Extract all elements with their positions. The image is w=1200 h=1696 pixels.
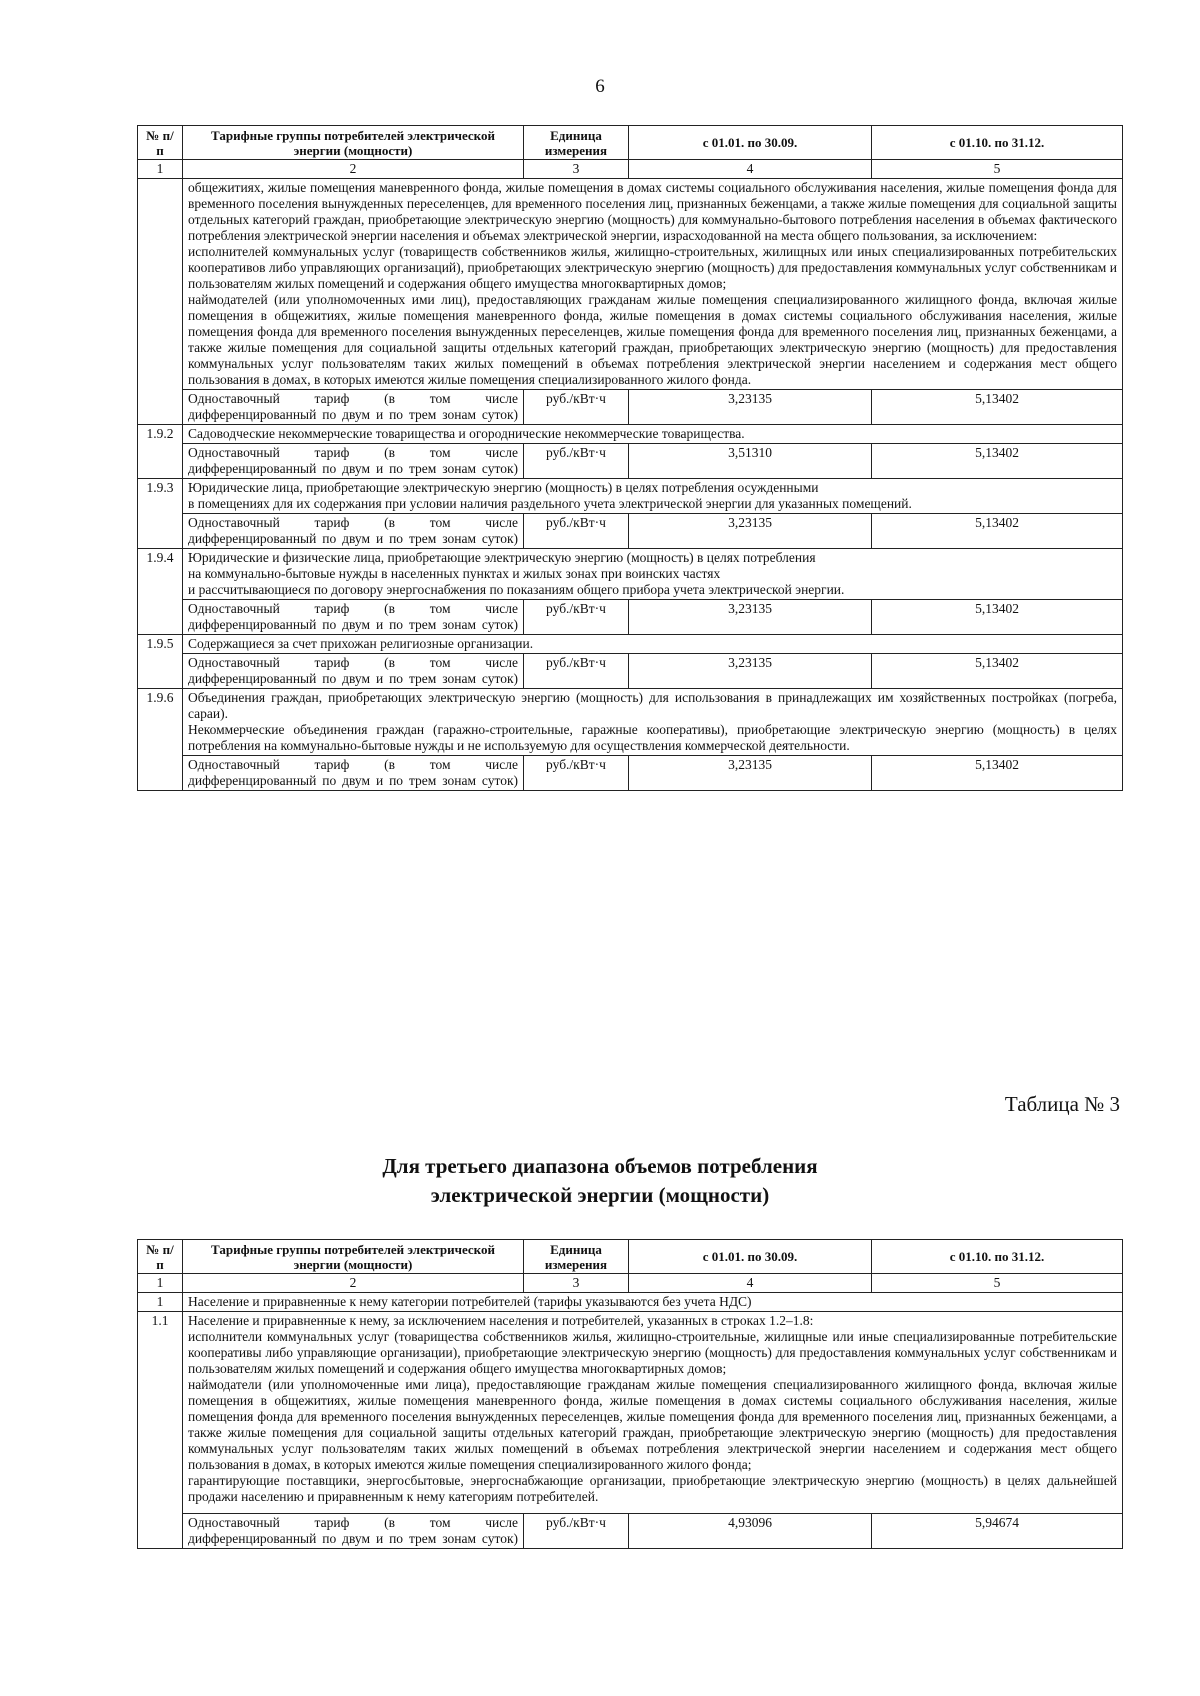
tariff-name: Одноставочный тариф (в том числе дифференцированный по двум и по трем зонам суток) [183,514,524,549]
row-num: 1.9.2 [138,425,183,479]
colnum-5: 5 [872,1274,1123,1293]
table-label: Таблица № 3 [1004,1092,1120,1116]
colnum-2: 2 [183,1274,524,1293]
row-num: 1.9.4 [138,549,183,635]
tariff-value-period2: 5,13402 [872,390,1123,425]
tariff-row [138,756,1123,791]
tariff-row [138,1514,1123,1549]
column-number-row [138,160,1123,179]
colnum-4: 4 [629,160,872,179]
row-text-paragraph: Некоммерческие объединения граждан (гаражно-строительные, гаражные кооперативы), приобретающие электрическую энергию (мощность) в целях потребления на коммунально-бытовые нужды и не используемую для осуществления коммерческой деятельности. [188,722,1117,753]
tariff-row [138,600,1123,635]
tariff-value-period2: 5,13402 [872,444,1123,479]
table-row [138,635,1123,654]
tariff-row [138,444,1123,479]
tariff-value-period2: 5,13402 [872,600,1123,635]
header-row [138,126,1123,160]
tariff-value-period1: 4,93096 [629,1514,872,1549]
tariff-row [138,514,1123,549]
tariff-name: Одноставочный тариф (в том числе дифференцированный по двум и по трем зонам суток) [183,756,524,791]
table-title-line1: Для третьего диапазона объемов потребления [382,1154,818,1178]
tariff-value-period2: 5,94674 [872,1514,1123,1549]
tariff-value-period2: 5,13402 [872,654,1123,689]
tariff-name: Одноставочный тариф (в том числе дифференцированный по двум и по трем зонам суток) [183,600,524,635]
table-row [138,425,1123,444]
row-text-paragraph: Население и приравненные к нему, за исключением населения и потребителей, указанных в строках 1.2–1.8: [188,1313,814,1328]
row-num: 1 [138,1293,183,1312]
row-text [183,689,1123,756]
tariff-value-period1: 3,23135 [629,756,872,791]
colnum-3: 3 [524,1274,629,1293]
table-row [138,479,1123,514]
table-row [138,1293,1123,1312]
tariff-value-period1: 3,23135 [629,390,872,425]
tariff-unit: руб./кВт·ч [524,1514,629,1549]
tariff-value-period1: 3,23135 [629,600,872,635]
header-num: № п/п [138,126,183,160]
colnum-5: 5 [872,160,1123,179]
tariff-table-continued [137,125,1123,791]
column-number-row [138,1274,1123,1293]
tariff-unit: руб./кВт·ч [524,654,629,689]
table-title-line2: электрической энергии (мощности) [430,1183,770,1207]
tariff-name: Одноставочный тариф (в том числе дифференцированный по двум и по трем зонам суток) [183,444,524,479]
header-period2: с 01.10. по 31.12. [872,1240,1123,1274]
tariff-unit: руб./кВт·ч [524,514,629,549]
table-row [138,689,1123,756]
page-number: 6 [595,76,605,97]
header-unit: Единица измерения [524,126,629,160]
colnum-4: 4 [629,1274,872,1293]
table-row [138,179,1123,390]
tariff-table-3 [137,1239,1123,1549]
row-text-paragraph: Объединения граждан, приобретающих электрическую энергию (мощность) для использования в принадлежащих им хозяйственных постройках (погреба, сараи). [188,690,1117,721]
tariff-value-period1: 3,51310 [629,444,872,479]
tariff-name: Одноставочный тариф (в том числе дифференцированный по двум и по трем зонам суток) [183,1514,524,1549]
row-text: Население и приравненные к нему категории потребителей (тарифы указываются без учета НДС) [183,1293,1123,1312]
tariff-row [138,390,1123,425]
row-num: 1.9.3 [138,479,183,549]
row-text-paragraph: гарантирующие поставщики, энергосбытовые, энергоснабжающие организации, приобретающие электрическую энергию (мощность) в целях дальнейшей продажи населению и приравненным к нему категориям потребителей. [188,1473,1117,1504]
tariff-unit: руб./кВт·ч [524,756,629,791]
row-text: Садоводческие некоммерческие товарищества и огороднические некоммерческие товарищества. [183,425,1123,444]
tariff-unit: руб./кВт·ч [524,600,629,635]
row-num-cell [138,179,183,425]
row-text: Юридические лица, приобретающие электрическую энергию (мощность) в целях потребления осужденными в помещениях для их содержания при условии наличия раздельного учета электрической энергии для указанных помещений. [183,479,1123,514]
row-text: Юридические и физические лица, приобретающие электрическую энергию (мощность) в целях потребления на коммунально-бытовые нужды в населенных пунктах и жилых зонах при воинских частях и рассчитывающиеся по договору энергоснабжения по показаниям общего прибора учета электрической энергии. [183,549,1123,600]
colnum-1: 1 [138,1274,183,1293]
header-period1: с 01.01. по 30.09. [629,126,872,160]
tariff-name: Одноставочный тариф (в том числе дифференцированный по двум и по трем зонам суток) [183,390,524,425]
header-group: Тарифные группы потребителей электрической энергии (мощности) [183,1240,524,1274]
colnum-1: 1 [138,160,183,179]
tariff-unit: руб./кВт·ч [524,390,629,425]
table-row [138,1312,1123,1514]
header-period1: с 01.01. по 30.09. [629,1240,872,1274]
header-num: № п/п [138,1240,183,1274]
header-unit: Единица измерения [524,1240,629,1274]
colnum-3: 3 [524,160,629,179]
tariff-name: Одноставочный тариф (в том числе дифференцированный по двум и по трем зонам суток) [183,654,524,689]
colnum-2: 2 [183,160,524,179]
row-num: 1.9.5 [138,635,183,689]
table-row [138,549,1123,600]
tariff-value-period2: 5,13402 [872,514,1123,549]
row-text: Содержащиеся за счет прихожан религиозные организации. [183,635,1123,654]
row-num: 1.9.6 [138,689,183,791]
row-text-paragraph: исполнители коммунальных услуг (товарищества собственников жилья, жилищно-строительные, жилищные или иные специализированные потребительские кооперативы либо управляющие организации), приобретающие электрическую энергию (мощность) для предоставления коммунальных услуг собственникам и пользователям жилых помещений и содержания общего имущества многоквартирных домов; [188,1329,1117,1376]
intro-text: общежитиях, жилые помещения маневренного фонда, жилые помещения в домах системы социального обслуживания населения, жилые помещения фонда для временного поселения вынужденных переселенцев, для временного поселения лиц, признанных беженцами, а также жилые помещения для социальной защиты отдельных категорий граждан, приобретающие электрическую энергию (мощность) для коммунально-бытового потребления населения в объемах фактического потребления электрической энергии населения и объемах электрической энергии, израсходованной на места общего пользования, за исключением: исполнителей коммунальных услуг (товариществ собственников жилья, жилищно-строительных, жилищных или иных специализированных потребительских кооперативов либо управляющих организаций), приобретающих электрическую энергию (мощность) для предоставления коммунальных услуг собственникам и пользователям жилых помещений и содержания общего имущества многоквартирных домов; наймодателей (или уполномоченных ими лиц), предоставляющих гражданам жилые помещения специализированного жилищного фонда, включая жилые помещения в общежитиях, жилые помещения маневренного фонда, жилые помещения в домах системы социального обслуживания населения, жилые помещения фонда для временного поселения вынужденных переселенцев, жилые помещения фонда для временного поселения лиц, признанных беженцами, а также жилые помещения для социальной защиты отдельных категорий граждан, приобретающих электрическую энергию (мощность) для предоставления коммунальных услуг пользователям таких жилых помещений в объемах потребления электрической энергии населением и содержания мест общего пользования в домах, в которых имеются жилые помещения специализированного жилого фонда. [183,179,1123,390]
row-text-paragraph: наймодатели (или уполномоченные ими лица), предоставляющие гражданам жилые помещения специализированного жилищного фонда, включая жилые помещения в общежитиях, жилые помещения маневренного фонда, жилые помещения в домах системы социального обслуживания населения, жилые помещения фонда для временного поселения вынужденных переселенцев, жилые помещения фонда для временного поселения лиц, признанных беженцами, а также жилые помещения для социальной защиты отдельных категорий граждан, приобретающие электрическую энергию (мощность) для предоставления коммунальных услуг пользователям таких жилых помещений в объемах потребления электрической энергии населением и содержания мест общего пользования в домах, в которых имеются жилые помещения специализированного жилого фонда; [188,1377,1117,1472]
header-group: Тарифные группы потребителей электрической энергии (мощности) [183,126,524,160]
tariff-value-period1: 3,23135 [629,514,872,549]
header-row [138,1240,1123,1274]
tariff-value-period1: 3,23135 [629,654,872,689]
row-num: 1.1 [138,1312,183,1549]
tariff-row [138,654,1123,689]
tariff-value-period2: 5,13402 [872,756,1123,791]
header-period2: с 01.10. по 31.12. [872,126,1123,160]
tariff-unit: руб./кВт·ч [524,444,629,479]
row-text [183,1312,1123,1514]
